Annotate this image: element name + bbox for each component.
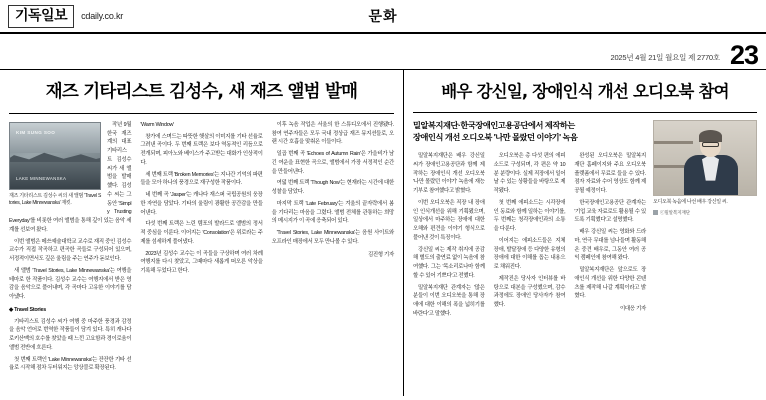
newspaper-url: cdaily.co.kr	[81, 11, 124, 21]
subhead-line: 장애인식 개선 오디오북 '나만 몰랐던 이야기' 녹음	[413, 133, 578, 143]
date-bar	[0, 34, 766, 70]
album-cover-image	[9, 122, 101, 190]
paragraph: 첫 번째 트랙인 'Lake Minnewanska'는 잔잔한 기타 선율로 시작해 점차 두터워지는 앙상블로 확장된다.	[9, 356, 132, 372]
paragraph: 첫 번째 에피소드는 시각장애인 동료와 함께 일하는 이야기를, 두 번째는 청각장애인과의 소통을 다룬다.	[493, 199, 566, 233]
right-subhead	[413, 120, 645, 145]
paragraph: 이어지는 에피소드들은 지체장애, 발달장애 등 다양한 유형의 장애에 대한 이해를 돕는 내용으로 채워진다.	[493, 237, 566, 271]
section-title: 문화	[368, 8, 398, 24]
right-column-2	[494, 152, 566, 322]
portrait-image	[653, 120, 757, 196]
album-photo-block	[9, 122, 101, 208]
paragraph: 여덟 번째 트랙 'Though Now'는 현재라는 시간에 대한 성찰을 담았다.	[271, 180, 394, 196]
paragraph: 'Warm Window'	[140, 121, 174, 128]
right-article	[404, 70, 766, 396]
left-article	[0, 70, 404, 396]
paragraph: 이번 앨범은 메쓰예술대학교 교수로 재직 중인 김성수 교수가 직접 작곡하고 편곡한 곡들로 구성되어 있으며, 서정적이면서도 깊은 울림을 주는 연주가 돋보인다.	[9, 238, 132, 263]
left-photo-caption: 재즈 기타리스트 김성수 씨의 새 앨범 'Travel Stories, Lake Minnewanska' 재킷.	[9, 192, 101, 207]
photo-credit: ⓒ밀알복지재단	[653, 210, 757, 216]
paragraph: 기타리스트 김성수 씨가 여행 중 마주한 풍경과 감정을 음악 언어로 번역한 작품들이 담겨 있다. 특히 캐나다 로키산맥의 호수를 찾았을 때 느낀 고요함과 경이로움이 앨범 전반에 흐른다.	[9, 318, 132, 351]
paragraph: 'Travel Stories, Lake Minnewanska'는 음원 사이트와 오프라인 매장에서 모두 만나볼 수 있다.	[271, 230, 394, 245]
album-art-title: KIM SUNG SOO	[16, 129, 56, 135]
left-column-2	[140, 121, 262, 376]
glasses-icon	[702, 142, 719, 147]
paragraph: 새 앨범 'Travel Stories, Lake Minnewanska'는 여행을 테마로 한 작품이다. 김성수 교수는 여행지에서 받은 영감을 음악으로 풀어내며, 각 곡마다 고유한 이야기를 담아냈다.	[9, 267, 132, 301]
newspaper-logo: 기독일보	[8, 5, 74, 28]
right-columns	[413, 152, 646, 322]
paragraph: 완성된 오디오북은 밀알복지재단 홈페이지와 주요 오디오북 플랫폼에서 무료로 들을 수 있다. 점자 자료와 수어 영상도 함께 제공될 예정이다.	[574, 153, 647, 195]
paragraph: 다섯 번째 트랙은 느린 템포의 발라드로 앨범의 정서적 중심을 이룬다. 이어지는 'Consolation'은 위로라는 주제를 섬세하게 풀어냈다.	[140, 221, 263, 245]
left-column-1	[9, 121, 131, 376]
right-column-1	[413, 152, 485, 322]
page-number: 23	[729, 39, 758, 70]
subsection-label: ◆ Travel Stories	[9, 306, 47, 313]
album-art-subtitle: LAKE MINNEWANSKA	[16, 176, 67, 182]
paragraph: 이후 녹음 작업은 서울의 한 스튜디오에서 진행됐다. 참여 연주자들은 모두 국내 정상급 재즈 뮤지션들로, 오랜 시간 호흡을 맞춰온 이들이다.	[271, 121, 394, 146]
paragraph: 배우 강신일 씨는 영화와 드라마, 연극 무대를 넘나들며 활동해 온 중견 배우로, 그동안 여러 공익 캠페인에 참여해 왔다.	[574, 229, 647, 262]
portrait-photo-block	[653, 120, 757, 216]
right-column-3	[574, 152, 646, 322]
paragraph: 창가에 스며드는 따뜻한 햇살의 이미지를 기타 선율로 그려낸 곡이다. 두 번째 트랙은 보다 역동적인 리듬으로 전개되며, 피아노와 베이스가 주고받는 대화가 인상적이다.	[140, 133, 263, 166]
paragraph: 이번 오디오북은 직장 내 장애인 인식개선을 위해 기획됐으며, 일상에서 마주하는 장애에 대한 오해와 편견을 이야기 형식으로 풀어낸 것이 특징이다.	[413, 199, 485, 241]
left-divider	[9, 113, 394, 114]
paragraph: 밀알복지재단은 배우 강신일 씨가 장애인고용공단과 함께 제작하는 장애인식 개선 오디오북 '나만 몰랐던 이야기' 녹음에 재능기부로 참여했다고 밝혔다.	[413, 153, 485, 195]
right-photo-caption: 오디오북 녹음에 나선 배우 강신일 씨.	[653, 198, 728, 205]
left-headline: 재즈 기타리스트 김성수, 새 재즈 앨범 발매	[45, 82, 358, 102]
subhead-line: 밀알복지재단·한국장애인고용공단에서 제작하는	[413, 120, 575, 130]
paragraph: 네 번째 곡 'Jasper'는 캐나다 재스퍼 국립공원의 웅장한 자연을 담았다. 기타의 울림이 광활한 공간감을 만들어낸다.	[140, 192, 263, 216]
paragraph: 세 번째 트랙 'Broken Memories'는 지나간 기억의 파편들을 모아 하나의 풍경으로 재구성한 작품이다.	[140, 171, 263, 187]
paragraph: 마지막 트랙 'Late February'는 겨울의 끝자락에서 봄을 기다리는 마음을 그렸다. 앨범 전체를 관통하는 희망의 메시지가 이 곡에 응축되어 있다.	[271, 200, 394, 225]
paragraph: 2023년 김성수 교수는 이 곡들을 구상하며 여러 차례 여행지를 다시 찾았고, 그때마다 새롭게 떠오른 악상을 기록해 두었다고 한다.	[140, 250, 263, 275]
paragraph: 오디오북은 총 다섯 편의 에피소드로 구성되며, 각 편은 약 10분 분량이다. 실제 직장에서 일어날 수 있는 상황들을 바탕으로 제작됐다.	[493, 153, 566, 195]
credit-logo-icon	[653, 210, 658, 215]
masthead	[0, 0, 766, 34]
left-byline: 김진형 기자	[367, 251, 394, 258]
paragraph: 강신일 씨는 제작 취지에 공감해 별도의 출연료 없이 녹음에 참여했다. 그는 '목소리로나마 함께할 수 있어 기쁘다'고 전했다.	[413, 246, 485, 279]
paragraph: 작년 9월 한국 재즈계의 대표 기타리스트 김성수 씨가 새 앨범을 발매했다. 김성수 씨는 그동안 'Simply Trusting Everyday'를 비롯한 여러 앨범을 통해 깊이 있는 음악 세계를 선보여 왔다.	[9, 121, 132, 233]
paragraph: 밀알복지재단 관계자는 '많은 분들이 이번 오디오북을 통해 장애에 대한 이해의 폭을 넓히기를 바란다'고 말했다.	[413, 284, 485, 317]
paragraph: 한국장애인고용공단 관계자는 '기업 교육 자료로도 활용될 수 있도록 기획했다'고 설명했다.	[574, 199, 647, 224]
left-column-3	[272, 121, 394, 376]
article-area	[0, 70, 766, 396]
paragraph: 밀알복지재단은 앞으로도 장애인식 개선을 위한 다양한 콘텐츠를 제작해 나갈 계획이라고 밝혔다.	[574, 267, 647, 300]
paragraph: 일곱 번째 곡 'Echoes of Autumn Rain'은 가을비가 남긴 여운을 표현한 곡으로, 앨범에서 가장 서정적인 순간을 만들어낸다.	[271, 151, 394, 175]
publication-date: 2025년 4월 21일 월요일 제 2770호	[610, 53, 720, 62]
left-columns	[9, 121, 394, 376]
right-divider	[413, 112, 757, 113]
paragraph: 제작진은 당사자 인터뷰를 바탕으로 대본을 구성했으며, 감수 과정에도 장애인 당사자가 참여했다.	[493, 275, 566, 309]
right-byline: 이대응 기자	[619, 306, 647, 313]
right-headline: 배우 강신일, 장애인식 개선 오디오북 참여	[441, 82, 729, 101]
